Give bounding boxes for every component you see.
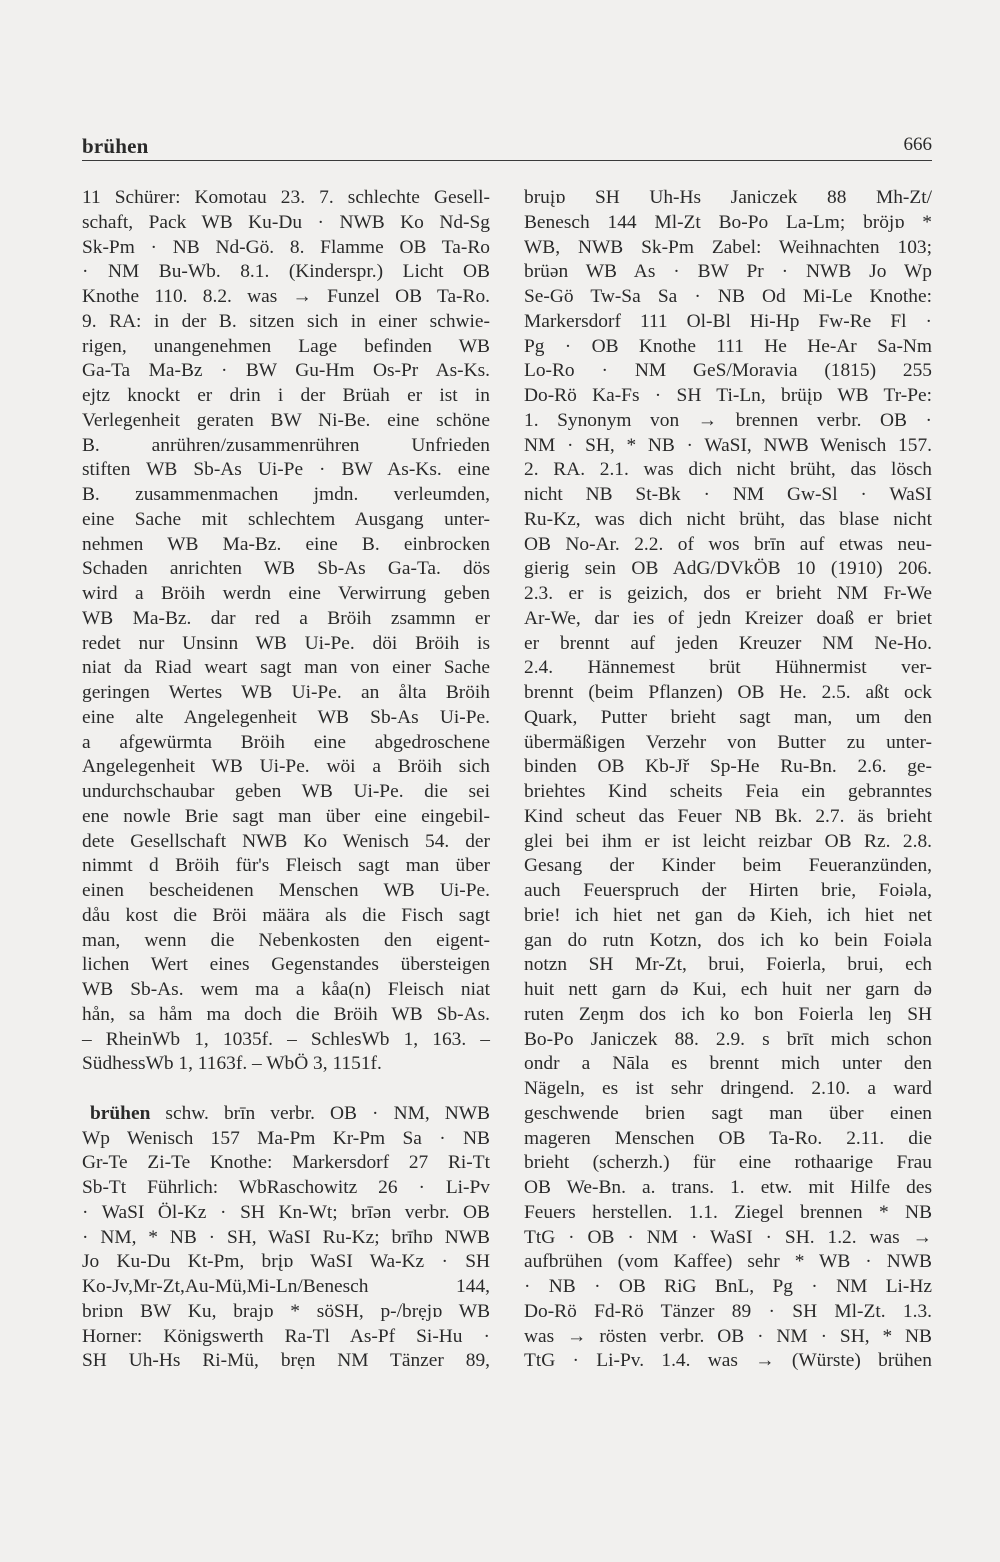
- entry-headword: brühen: [90, 1102, 151, 1124]
- text-line: notzn SH Mr-Zt, brui, Foierla, brui, ech: [524, 954, 932, 976]
- text-line: lichen Wert eines Gegenstandes übersteigen: [82, 954, 490, 976]
- text-line: Bo-Po Janiczek 88. 2.9. s brīt mich schon: [524, 1028, 932, 1050]
- text-line: einen bescheidenen Menschen WB Ui-Pe.: [82, 880, 490, 901]
- text-line: Gr-Te Zi-Te Knothe: Markersdorf 27 Ri-Tt: [82, 1152, 490, 1174]
- text-line: brieht (scherzh.) für eine rothaarige Frau: [524, 1152, 932, 1174]
- text-line: 1. Synonym von → brennen verbr. OB ·: [524, 409, 932, 431]
- text-line: Horner: Königswerth Ra-Tl As-Pf Si-Hu ·: [82, 1325, 490, 1347]
- page-number: 666: [903, 134, 932, 155]
- text-line: 2.4. Hännemest brüt Hühnermist ver-: [524, 657, 932, 679]
- text-line: niat da Riad weart sagt man von einer Sache: [82, 657, 490, 679]
- text-line: B. zusammenmachen jmdn. verleumden,: [82, 484, 490, 505]
- text-line: man, wenn die Nebenkosten den eigent-: [82, 929, 490, 951]
- text-line: rigen, unangenehmen Lage befinden WB: [82, 335, 490, 357]
- entry-text: schw. brīn verbr. OB · NM, NWB: [150, 1102, 490, 1124]
- text-line: 9. RA: in der B. sitzen sich in einer schwie-: [82, 310, 490, 332]
- text-line: 11 Schürer: Komotau 23. 7. schlechte Gesell-: [82, 187, 490, 208]
- text-line: gan do rutn Kotzn, dos ich ko bein Foiəla: [524, 929, 932, 951]
- text-line: Se-Gö Tw-Sa Sa · NB Od Mi-Le Knothe:: [524, 286, 932, 307]
- text-line: nimmt d Bröih für's Fleisch sagt man über: [82, 855, 490, 877]
- text-line: Jo Ku-Du Kt-Pm, brįɒ WaSI Wa-Kz · SH: [82, 1251, 490, 1273]
- text-line: ondr a Nāla es brennt mich unter den: [524, 1053, 932, 1075]
- text-line: hån, sa håm ma doch die Bröih WB Sb-As.: [82, 1003, 490, 1025]
- text-line: 2.3. er is geizich, dos er brieht NM Fr-We: [524, 583, 932, 604]
- text-line: dåu kost die Bröi määra als die Fisch sagt: [82, 904, 490, 926]
- text-line: Knothe 110. 8.2. was → Funzel OB Ta-Ro.: [82, 286, 490, 307]
- text-line: 2. RA. 2.1. was dich nicht brüht, das lösch: [524, 459, 932, 481]
- text-line: · WaSI Öl-Kz · SH Kn-Wt; brīən verbr. OB: [82, 1201, 490, 1223]
- text-line: Sk-Pm · NB Nd-Gö. 8. Flamme OB Ta-Ro: [82, 236, 490, 258]
- text-line: Ko-Jv,Mr-Zt,Au-Mü,Mi-Ln/Benesch 144,: [82, 1276, 490, 1297]
- text-line: Lo-Ro · NM GeS/Moravia (1815) 255: [524, 360, 932, 382]
- text-line: briehtes Kind scheits Feia ein gebranntes: [524, 781, 932, 802]
- text-line: · NM Bu-Wb. 8.1. (Kinderspr.) Licht OB: [82, 261, 490, 283]
- text-line: schaft, Pack WB Ku-Du · NWB Ko Nd-Sg: [82, 211, 490, 233]
- header-rule: [82, 160, 932, 161]
- text-line: bruįɒ SH Uh-Hs Janiczek 88 Mh-Zt/: [524, 187, 932, 208]
- text-line: brie! ich hiet net gan də Kieh, ich hiet net: [524, 904, 932, 926]
- text-line: Benesch 144 Ml-Zt Bo-Po La-Lm; bröjɒ *: [524, 211, 932, 233]
- text-line: was → rösten verbr. OB · NM · SH, * NB: [524, 1325, 932, 1347]
- text-line: Feuers herstellen. 1.1. Ziegel brennen * NB: [524, 1201, 932, 1223]
- text-line: mageren Menschen OB Ta-Ro. 2.11. die: [524, 1127, 932, 1149]
- text-line: Schaden anrichten WB Sb-As Ga-Ta. dös: [82, 558, 490, 580]
- text-line: Ru-Kz, was dich nicht brüht, das blase nicht: [524, 508, 932, 530]
- text-line: stiften WB Sb-As Ui-Pe · BW As-Ks. eine: [82, 459, 490, 481]
- text-line: Quark, Putter brieht sagt man, um den: [524, 706, 932, 728]
- text-line: eine Sache mit schlechtem Ausgang unter-: [82, 508, 490, 530]
- text-line: Kind scheut das Feuer NB Bk. 2.7. äs brieht: [524, 805, 932, 827]
- text-line: OB We-Bn. a. trans. 1. etw. mit Hilfe des: [524, 1177, 932, 1198]
- text-line: TtG · OB · NM · WaSI · SH. 1.2. was →: [524, 1226, 932, 1248]
- text-line: Ar-We, dar ies of jedn Kreizer doaß er briet: [524, 607, 932, 629]
- text-line: Ga-Ta Ma-Bz · BW Gu-Hm Os-Pr As-Ks.: [82, 360, 490, 382]
- text-line: ruten Zeŋm dos ich ko bon Foierla leŋ SH: [524, 1003, 932, 1025]
- text-line: NM · SH, * NB · WaSI, NWB Wenisch 157.: [524, 434, 932, 456]
- text-line: geschwende brien sagt man über einen: [524, 1102, 932, 1124]
- text-line: B. anrühren/zusammenrühren Unfrieden: [82, 434, 490, 456]
- text-line: Wp Wenisch 157 Ma-Pm Kr-Pm Sa · NB: [82, 1127, 490, 1149]
- text-line: briɒn BW Ku, brajɒ * söSH, p-/brẹjɒ WB: [82, 1300, 490, 1322]
- text-line: übermäßigen Verzehr von Butter zu unter-: [524, 731, 932, 753]
- text-line: Markersdorf 111 Ol-Bl Hi-Hp Fw-Re Fl ·: [524, 310, 932, 332]
- text-line: Sb-Tt Führlich: WbRaschowitz 26 · Li-Pv: [82, 1177, 490, 1198]
- text-line: WB, NWB Sk-Pm Zabel: Weihnachten 103;: [524, 236, 932, 258]
- text-line: Nägeln, es ist sehr dringend. 2.10. a ward: [524, 1078, 932, 1099]
- text-line: Gesang der Kinder beim Feueranzünden,: [524, 855, 932, 877]
- text-line: – RheinWb 1, 1035f. – SchlesWb 1, 163. –: [82, 1028, 490, 1050]
- text-line: Do-Rö Fd-Rö Tänzer 89 · SH Ml-Zt. 1.3.: [524, 1300, 932, 1322]
- text-line: gierig sein OB AdG/DVkÖB 10 (1910) 206.: [524, 558, 932, 580]
- paragraph-gap: [82, 1077, 490, 1102]
- text-line: · NB · OB RiG BnL, Pg · NM Li-Hz: [524, 1276, 932, 1297]
- text-line: binden OB Kb-Jř Sp-He Ru-Bn. 2.6. ge-: [524, 756, 932, 778]
- running-headword: brühen: [82, 134, 149, 158]
- left-column: [82, 186, 490, 1374]
- text-line: geringen Wertes WB Ui-Pe. an ålta Bröih: [82, 682, 490, 703]
- text-line: a afgewürmta Bröih eine abgedroschene: [82, 731, 490, 753]
- text-line: glei bei ihm er ist leicht reizbar OB Rz. 2.8.: [524, 830, 932, 852]
- text-line: SüdhessWb 1, 1163f. – WbÖ 3, 1151f.: [82, 1053, 382, 1075]
- text-line: Verlegenheit geraten BW Ni-Be. eine schöne: [82, 409, 490, 431]
- text-line: ejtz knockt er drin i der Brüah er ist in: [82, 385, 490, 406]
- text-line: WB Sb-As. wem ma a kåa(n) Fleisch niat: [82, 979, 490, 1000]
- right-column: [524, 186, 932, 1374]
- text-line: OB No-Ar. 2.2. of wos brīn auf etwas neu-: [524, 533, 932, 555]
- entry-first-line: [82, 1102, 490, 1127]
- text-line: aufbrühen (vom Kaffee) sehr * WB · NWB: [524, 1251, 932, 1273]
- text-line: SH Uh-Hs Ri-Mü, brẹn NM Tänzer 89,: [82, 1350, 490, 1372]
- text-line: brüən WB As · BW Pr · NWB Jo Wp: [524, 261, 932, 283]
- text-line: wird a Bröih werdn eine Verwirrung geben: [82, 583, 490, 604]
- text-line: dete Gesellschaft NWB Ko Wenisch 54. der: [82, 830, 490, 852]
- text-line: · NM, * NB · SH, WaSI Ru-Kz; brīhɒ NWB: [82, 1226, 490, 1248]
- text-line: nehmen WB Ma-Bz. eine B. einbrocken: [82, 533, 490, 555]
- text-line: brennt (beim Pflanzen) OB He. 2.5. aßt ock: [524, 682, 932, 703]
- text-line: nicht NB St-Bk · NM Gw-Sl · WaSI: [524, 484, 932, 505]
- text-line: huit nett garn də Kui, ech huit ner garn də: [524, 979, 932, 1000]
- text-line: eine alte Angelegenheit WB Sb-As Ui-Pe.: [82, 706, 490, 728]
- text-line: auch Feuerspruch der Hirten brie, Foiəla,: [524, 880, 932, 901]
- text-line: TtG · Li-Pv. 1.4. was → (Würste) brühen: [524, 1350, 932, 1372]
- text-line: ene nowle Brie sagt man über eine eingebil-: [82, 805, 490, 827]
- text-line: Angelegenheit WB Ui-Pe. wöi a Bröih sich: [82, 756, 490, 778]
- running-header: [82, 134, 932, 162]
- text-line: Pg · OB Knothe 111 He He-Ar Sa-Nm: [524, 335, 932, 357]
- text-line: WB Ma-Bz. dar red a Bröih zsammn er: [82, 607, 490, 629]
- text-line: Do-Rö Ka-Fs · SH Ti-Ln, brüįɒ WB Tr-Pe:: [524, 385, 932, 406]
- text-line: er brennt auf jeden Kreuzer NM Ne-Ho.: [524, 632, 932, 654]
- text-line: redet nur Unsinn WB Ui-Pe. döi Bröih is: [82, 632, 490, 654]
- text-line: undurchschaubar geben WB Ui-Pe. die sei: [82, 781, 490, 802]
